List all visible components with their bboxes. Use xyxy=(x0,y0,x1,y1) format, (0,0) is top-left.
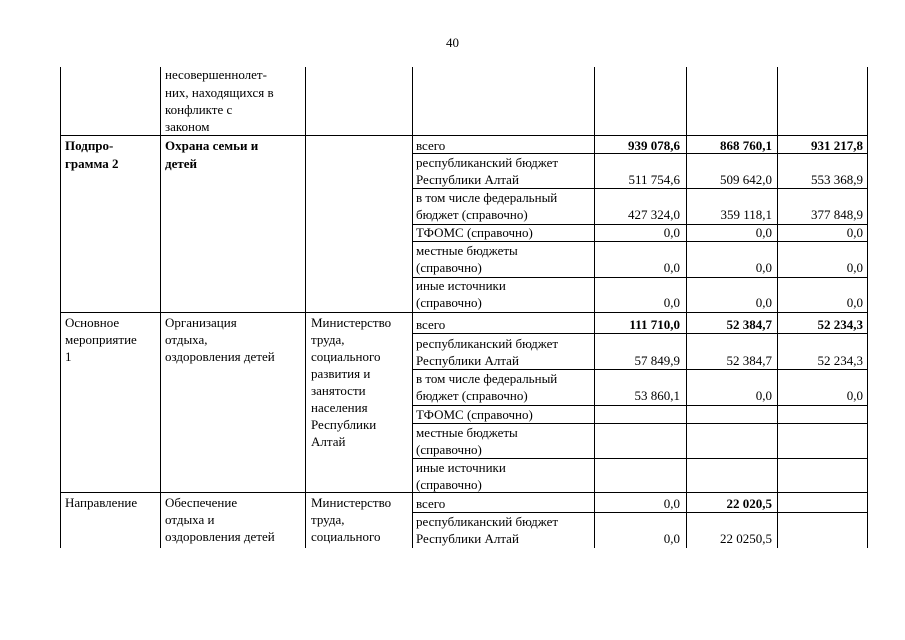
main-event-executor: труда, xyxy=(311,332,345,347)
source-label: республиканский бюджет xyxy=(416,514,559,529)
value-cell: 0,0 xyxy=(663,531,680,546)
source-label: республиканский бюджет xyxy=(416,336,559,351)
value-cell: 52 234,3 xyxy=(817,317,863,332)
value-cell: 939 078,6 xyxy=(628,138,680,153)
source-label: (справочно) xyxy=(416,295,482,310)
subprogram-title: Охрана семьи и xyxy=(165,138,259,153)
value-cell: 553 368,9 xyxy=(811,172,863,187)
source-label: всего xyxy=(416,317,446,332)
source-label: Республики Алтай xyxy=(416,531,519,546)
main-event-executor: социального xyxy=(311,349,381,364)
col-border-left xyxy=(60,67,61,548)
source-label: бюджет (справочно) xyxy=(416,388,528,403)
source-label: местные бюджеты xyxy=(416,243,518,258)
source-label: местные бюджеты xyxy=(416,425,518,440)
col-border-code-name xyxy=(160,67,161,548)
col-border-v2-v3 xyxy=(777,67,778,548)
source-label: ТФОМС (справочно) xyxy=(416,407,533,422)
source-label: (справочно) xyxy=(416,477,482,492)
value-cell: 0,0 xyxy=(663,225,680,240)
value-cell: 52 384,7 xyxy=(726,317,772,332)
direction-executor: Министерство xyxy=(311,495,392,510)
direction-executor: труда, xyxy=(311,512,345,527)
main-event-code: 1 xyxy=(65,349,72,364)
subprogram-code: грамма 2 xyxy=(65,156,119,171)
page-number: 40 xyxy=(446,35,459,50)
direction-title: оздоровления детей xyxy=(165,529,275,544)
value-cell: 0,0 xyxy=(846,388,863,403)
value-cell: 931 217,8 xyxy=(811,138,863,153)
value-cell: 509 642,0 xyxy=(720,172,772,187)
value-cell: 53 860,1 xyxy=(634,388,680,403)
value-cell: 22 0250,5 xyxy=(720,531,772,546)
col-border-right xyxy=(867,67,868,548)
source-label: иные источники xyxy=(416,278,506,293)
value-cell: 52 384,7 xyxy=(726,353,772,368)
value-cell: 0,0 xyxy=(663,260,680,275)
col-border-source-v1 xyxy=(594,67,595,548)
continued-name-line: несовершеннолет- xyxy=(165,67,267,82)
main-event-title: Организация xyxy=(165,315,237,330)
value-cell: 868 760,1 xyxy=(720,138,772,153)
value-cell: 52 234,3 xyxy=(817,353,863,368)
value-cell: 22 020,5 xyxy=(726,496,772,511)
continued-name-line: конфликте с xyxy=(165,102,233,117)
source-label: всего xyxy=(416,138,446,153)
col-border-executor-source xyxy=(412,67,413,548)
main-event-code: Основное xyxy=(65,315,120,330)
source-label: (справочно) xyxy=(416,442,482,457)
subprogram-title: детей xyxy=(165,156,197,171)
source-label: республиканский бюджет xyxy=(416,155,559,170)
value-cell: 359 118,1 xyxy=(720,207,772,222)
main-event-executor: Республики xyxy=(311,417,377,432)
source-label: всего xyxy=(416,496,446,511)
main-event-executor: развития и xyxy=(311,366,371,381)
source-label: в том числе федеральный xyxy=(416,371,558,386)
source-label: Республики Алтай xyxy=(416,172,519,187)
source-label: (справочно) xyxy=(416,260,482,275)
value-cell: 427 324,0 xyxy=(628,207,680,222)
source-label: иные источники xyxy=(416,460,506,475)
value-cell: 0,0 xyxy=(846,260,863,275)
value-cell: 57 849,9 xyxy=(634,353,680,368)
value-cell: 0,0 xyxy=(663,496,680,511)
source-label: в том числе федеральный xyxy=(416,190,558,205)
value-cell: 0,0 xyxy=(755,388,772,403)
col-border-v1-v2 xyxy=(686,67,687,548)
continued-name-line: них, находящихся в xyxy=(165,85,274,100)
direction-title: Обеспечение xyxy=(165,495,238,510)
value-cell: 0,0 xyxy=(846,295,863,310)
source-label: Республики Алтай xyxy=(416,353,519,368)
main-event-executor: Министерство xyxy=(311,315,392,330)
row-border-full xyxy=(60,312,868,313)
main-event-executor: занятости xyxy=(311,383,366,398)
continued-name-line: законом xyxy=(165,119,210,134)
direction-executor: социального xyxy=(311,529,381,544)
source-label: бюджет (справочно) xyxy=(416,207,528,222)
value-cell: 0,0 xyxy=(663,295,680,310)
value-cell: 0,0 xyxy=(755,295,772,310)
source-label: ТФОМС (справочно) xyxy=(416,225,533,240)
value-cell: 111 710,0 xyxy=(629,317,680,332)
direction-code: Направление xyxy=(65,495,138,510)
value-cell: 0,0 xyxy=(846,225,863,240)
main-event-executor: населения xyxy=(311,400,368,415)
subprogram-code: Подпро- xyxy=(65,138,114,153)
value-cell: 0,0 xyxy=(755,225,772,240)
main-event-title: отдыха, xyxy=(165,332,208,347)
value-cell: 511 754,6 xyxy=(628,172,680,187)
value-cell: 377 848,9 xyxy=(811,207,863,222)
value-cell: 0,0 xyxy=(755,260,772,275)
main-event-code: мероприятие xyxy=(65,332,137,347)
direction-title: отдыха и xyxy=(165,512,215,527)
col-border-name-executor xyxy=(305,67,306,548)
main-event-title: оздоровления детей xyxy=(165,349,275,364)
main-event-executor: Алтай xyxy=(311,434,346,449)
